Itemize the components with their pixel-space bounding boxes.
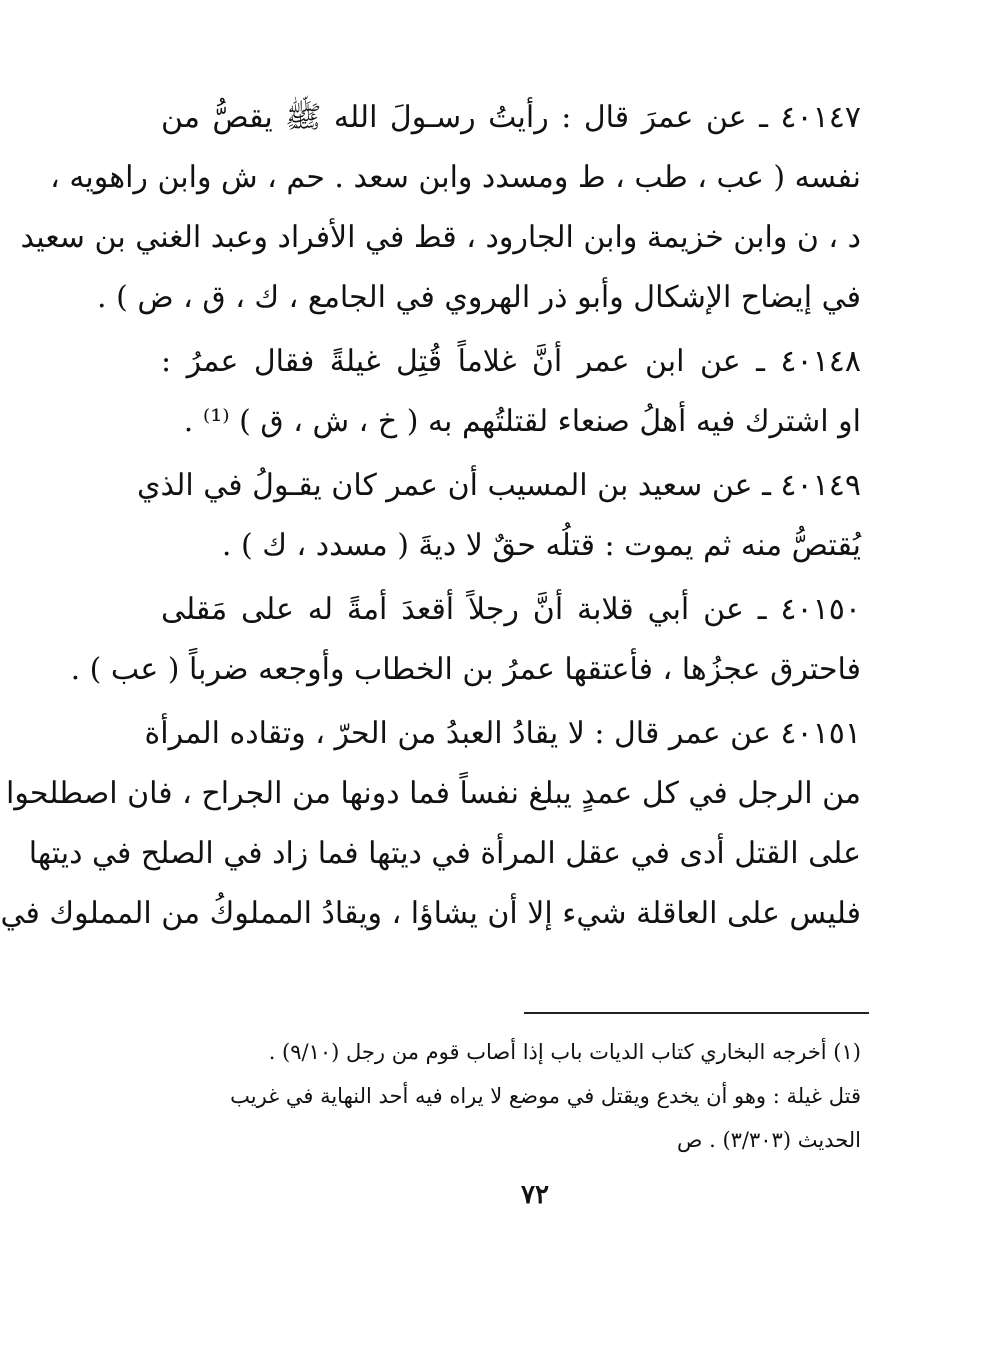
hadith-40151 <box>0 704 861 944</box>
text-line: ٤٠١٥٠ ـ عن أبي قلابة أنَّ رجلاً أقعدَ أمةً له على مَقلى <box>161 592 861 627</box>
footnote-divider <box>524 1012 869 1014</box>
hadith-40149 <box>137 456 861 576</box>
hadith-40148 <box>161 332 861 452</box>
page-number: ٧٢ <box>521 1180 549 1210</box>
footnote-line: الحديث (٣/٣٠٣) . ص <box>677 1128 861 1152</box>
text-line: يُقتصُّ منه ثم يموت : قتلُه حقٌ لا ديةَ ( مسدد ، ك ) . <box>221 528 861 563</box>
main-text <box>0 88 861 944</box>
text-line: ٤٠١٤٩ ـ عن سعيد بن المسيب أن عمر كان يقـولُ في الذي <box>137 468 861 503</box>
text-line: ٤٠١٤٨ ـ عن ابن عمر أنَّ غلاماً قُتِل غيلةً فقال عمرُ : <box>161 344 861 379</box>
text-line: او اشترك فيه أهلُ صنعاء لقتلتُهم به ( خ ، ش ، ق ) ⁽¹⁾ . <box>183 404 861 439</box>
text-line: من الرجل في كل عمدٍ يبلغ نفساً فما دونها من الجراح ، فان اصطلحوا <box>6 776 861 811</box>
text-line: ٤٠١٤٧ ـ عن عمرَ قال : رأيتُ رسـولَ الله ﷺ يقصُّ من <box>161 100 861 135</box>
text-line: فليس على العاقلة شيء إلا أن يشاؤا ، ويقادُ المملوكُ من المملوك في <box>0 896 861 931</box>
text-line: في إيضاح الإشكال وأبو ذر الهروي في الجامع ، ك ، ق ، ض ) . <box>97 280 861 315</box>
footnotes <box>141 1030 861 1162</box>
text-line: ٤٠١٥١ عن عمر قال : لا يقادُ العبدُ من الحرّ ، وتقاده المرأة <box>144 716 861 751</box>
text-line: على القتل أدى في عقل المرأة في ديتها فما زاد في الصلح في ديتها <box>28 836 861 871</box>
footnote-line: قتل غيلة : وهو أن يخدع ويقتل في موضع لا يراه فيه أحد النهاية في غريب <box>230 1084 861 1108</box>
text-line: فاحترق عجزُها ، فأعتقها عمرُ بن الخطاب وأوجعه ضرباً ( عب ) . <box>70 652 861 687</box>
text-line: د ، ن وابن خزيمة وابن الجارود ، قط في الأفراد وعبد الغني بن سعيد <box>20 220 861 255</box>
hadith-40150 <box>70 580 861 700</box>
hadith-40147 <box>20 88 861 328</box>
footnote-line: (١) أخرجه البخاري كتاب الديات باب إذا أصاب قوم من رجل (٩/١٠) . <box>268 1040 861 1064</box>
text-line: نفسه ( عب ، طب ، ط ومسدد وابن سعد . حم ، ش وابن راهويه ، <box>50 160 861 195</box>
